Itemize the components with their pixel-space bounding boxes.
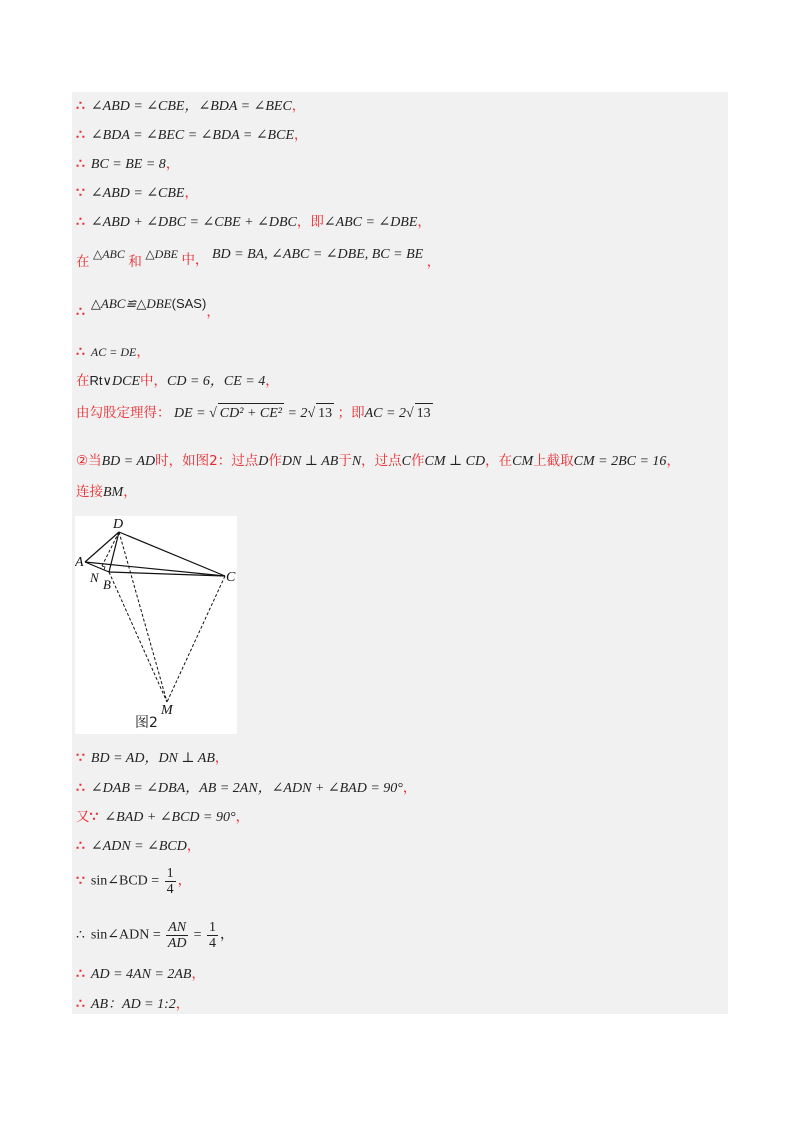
solution-line-7 [76, 294, 220, 320]
therefore-symbol: ∴ [76, 99, 85, 114]
point-label: C [401, 454, 412, 469]
fraction-denominator: AD [167, 936, 187, 951]
math-expression: ∠DAB = ∠DBA，AB = 2AN，∠ADN + ∠BAD = 90° [90, 781, 403, 796]
connector-text: 在 [76, 373, 90, 389]
therefore-symbol: ∴ [76, 215, 85, 230]
math-expression: BD = AD，DN ⊥ AB [90, 751, 215, 766]
triangle-dce: DCE [112, 374, 141, 389]
fraction-denominator: 4 [209, 936, 217, 951]
math-expression: AC = DE [90, 345, 137, 359]
math-expression: ∠ABD = ∠CBE [90, 186, 185, 201]
label-d: D [113, 517, 124, 532]
triangle-dbe: △DBE [145, 247, 178, 261]
rt-label: Rt∨ [89, 373, 113, 388]
math-expression: AB：AD = 1:2 [90, 997, 176, 1012]
math-expression: sin∠BCD = [90, 873, 163, 889]
fraction-denominator: 4 [166, 882, 174, 897]
because-symbol: ∵ [89, 810, 99, 825]
math-expression: ∠ABC = ∠DBE [323, 215, 418, 230]
math-expression: CD = 6，CE = 4 [167, 374, 266, 389]
figure-caption: 图2 [135, 715, 158, 731]
fraction-numerator: 1 [166, 866, 174, 881]
math-expression: DE = [174, 406, 210, 421]
math-expression: = [190, 927, 206, 943]
therefore-symbol: ∴ [76, 345, 85, 360]
connector-text: 作 [268, 453, 282, 469]
punctuation: ， [184, 185, 198, 201]
fraction-numerator: AN [168, 920, 187, 935]
radicand: 13 [316, 403, 334, 424]
connector-text: 和 [128, 254, 142, 270]
connector-text: 中， [181, 252, 209, 268]
therefore-symbol: ∴ [76, 128, 85, 143]
solution-line-14 [76, 778, 416, 799]
math-expression: CM ⊥ CD [424, 454, 486, 469]
solution-line-15 [76, 807, 249, 828]
solution-line-17 [76, 866, 191, 897]
fraction [207, 920, 218, 951]
punctuation: ， [417, 214, 431, 230]
because-symbol: ∵ [76, 186, 85, 201]
segment-ad [85, 532, 119, 562]
fraction [165, 866, 176, 897]
math-expression: CM [512, 454, 534, 469]
solution-line-13 [76, 748, 228, 769]
punctuation: ， [175, 996, 190, 1012]
punctuation: ， [214, 750, 229, 766]
punctuation: ， [235, 809, 250, 825]
solution-line-11 [76, 451, 680, 472]
therefore-symbol: ∴ [76, 967, 85, 982]
solution-line-2 [76, 125, 308, 146]
therefore-symbol: ∴ [76, 997, 85, 1012]
math-expression: BC = BE = 8 [90, 157, 166, 172]
math-expression: CM = 2BC = 16 [573, 454, 667, 469]
solution-line-5 [76, 212, 431, 233]
punctuation: ， [265, 373, 279, 389]
punctuation: ， [165, 156, 180, 172]
connector-text: 作 [411, 453, 425, 469]
punctuation: ， [220, 927, 235, 943]
math-expression: DN ⊥ AB [281, 454, 339, 469]
solution-line-12 [76, 482, 137, 503]
segment-db [109, 532, 119, 572]
therefore-symbol: ∴ [76, 157, 85, 172]
solution-line-19 [76, 964, 205, 985]
segment-dm [119, 532, 167, 702]
therefore-symbol: ∴ [76, 927, 85, 943]
math-expression: BM [103, 485, 124, 500]
label-n: N [90, 570, 99, 585]
punctuation: ， [186, 838, 201, 854]
connector-text: 在 [76, 254, 90, 270]
label-c: C [226, 570, 236, 585]
therefore-symbol: ∴ [76, 839, 85, 854]
radicand: CD² + CE² [218, 403, 284, 424]
math-expression: ∠ABD + ∠DBC = ∠CBE + ∠DBC [90, 215, 297, 230]
point-label: D [258, 454, 269, 469]
solution-line-3 [76, 154, 179, 175]
fraction-numerator: 1 [209, 920, 217, 935]
case-marker: ②当 [76, 453, 102, 469]
solution-line-4 [76, 183, 198, 204]
math-expression: sin∠ADN = [90, 927, 165, 943]
solution-line-18 [76, 920, 234, 951]
because-symbol: ∵ [76, 873, 85, 889]
connector-text: ，在 [485, 453, 513, 469]
math-expression: △ABC≌△DBE [90, 296, 172, 311]
punctuation: ， [191, 966, 205, 982]
punctuation: ， [402, 780, 417, 796]
point-label: N [351, 454, 362, 469]
math-expression: ∠BAD + ∠BCD = 90° [104, 810, 236, 825]
punctuation: ， [294, 127, 308, 143]
connector-text: 又 [76, 809, 90, 825]
punctuation: ， [123, 484, 137, 500]
because-symbol: ∵ [76, 751, 85, 766]
label-a: A [75, 555, 84, 570]
connector-text: 中， [140, 373, 168, 389]
math-expression: AC = 2 [364, 406, 406, 421]
connector-text: 上截取 [533, 453, 574, 469]
connector-text: ；即 [337, 405, 365, 421]
therefore-symbol: ∴ [76, 305, 85, 320]
label-b: B [103, 577, 111, 592]
connector-text: 于 [338, 453, 352, 469]
connector-text: 由勾股定理得： [76, 405, 171, 421]
label-m: M [161, 703, 173, 718]
math-expression: AD = 4AN = 2AB [90, 967, 192, 982]
math-expression: = 2 [283, 406, 308, 421]
solution-line-16 [76, 836, 200, 857]
connector-text: ，即 [296, 214, 324, 230]
sas-label: (SAS) [171, 296, 207, 311]
connector-text: ，过点 [361, 453, 402, 469]
radicand: 13 [415, 403, 433, 424]
solution-line-6 [76, 244, 441, 270]
solution-line-9 [76, 371, 279, 392]
geometry-figure [75, 516, 237, 734]
segment-dn [101, 532, 119, 568]
math-expression: ∠ADN = ∠BCD [90, 839, 187, 854]
punctuation: ， [426, 254, 441, 270]
punctuation: ， [666, 453, 680, 469]
math-expression: ∠BDA = ∠BEC = ∠BDA = ∠BCE [90, 128, 294, 143]
triangle-abc: △ABC [93, 247, 125, 261]
connector-text: 连接 [76, 484, 103, 500]
solution-line-1 [76, 96, 305, 117]
punctuation: ， [177, 872, 192, 889]
math-expression: ∠ABD = ∠CBE，∠BDA = ∠BEC [90, 99, 292, 114]
math-expression: BD = BA, ∠ABC = ∠DBE, BC = BE [211, 247, 424, 262]
math-expression: BD = AD [101, 454, 156, 469]
punctuation: ， [206, 304, 220, 320]
segment-bm [109, 572, 167, 702]
punctuation: ， [136, 344, 150, 360]
segment-cm [167, 576, 225, 702]
punctuation: ， [291, 98, 306, 114]
solution-line-20 [76, 994, 189, 1015]
fraction [166, 920, 188, 951]
solution-line-10: 由勾股定理得： DE = √ CD² + CE² = 2√ 13 ；即AC = 2√ 13 [76, 403, 433, 424]
connector-text: 时，如图2：过点 [155, 453, 259, 469]
solution-line-8 [76, 342, 150, 363]
therefore-symbol: ∴ [76, 781, 85, 796]
segment-dc [119, 532, 225, 576]
figure-diagram [75, 516, 237, 734]
